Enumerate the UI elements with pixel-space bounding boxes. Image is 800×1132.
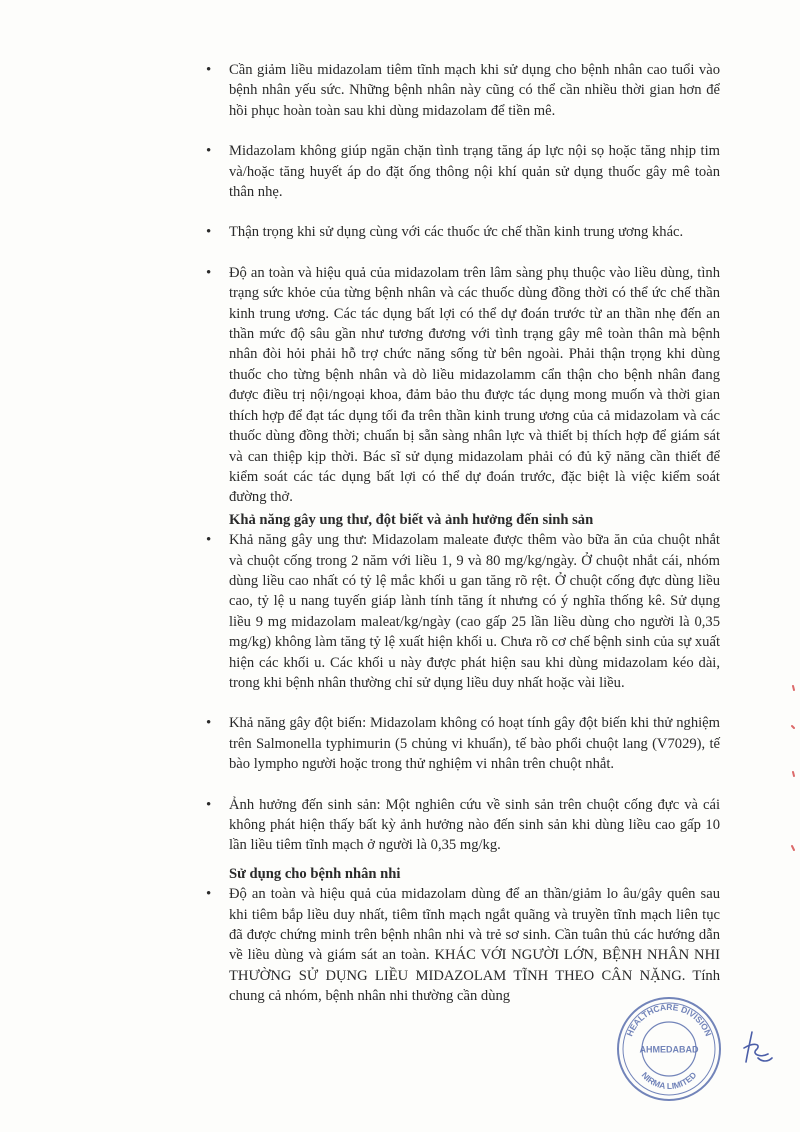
section-heading-carcinogenicity: Khả năng gây ung thư, đột biết và ảnh hưởng đến sinh sản [229, 511, 594, 528]
list-item: • Cần giảm liều midazolam tiêm tĩnh mạch khi sử dụng cho bệnh nhân cao tuổi vào bệnh nhân yếu sức. Những bệnh nhân này cũng có thể cần nhiều thời gian hơn để hồi phục hoàn toàn sau khi dùng midazolam để tiền mê. [204, 60, 720, 121]
svg-text:HEALTHCARE DIVISION [624, 1002, 713, 1038]
carcinogenicity-list [204, 530, 720, 856]
stamp-ring-bottom: NIRMA LIMITED [639, 1069, 699, 1092]
stamp-ring-top: HEALTHCARE DIVISION [624, 1001, 714, 1038]
svg-text:NIRMA LIMITED [640, 1070, 699, 1091]
list-item: • Ảnh hưởng đến sinh sản: Một nghiên cứu về sinh sản trên chuột cống đực và cái không phát hiện thấy bất kỳ ảnh hưởng nào đến sinh sản khi dùng liều cao gấp 10 lần liều tiêm tĩnh mạch ở người là 0,35 mg/kg. [204, 795, 720, 856]
signature-mark [738, 1028, 778, 1068]
stamp-center: AHMEDABAD [639, 1044, 699, 1055]
list-item: • Độ an toàn và hiệu quả của midazolam trên lâm sàng phụ thuộc vào liều dùng, tình trạng sức khỏe của từng bệnh nhân và các thuốc dùng đồng thời có thể ức chế thần kinh trung ương. Các tác dụng bất lợi có thể dự đoán trước từ an thần nhẹ đến an thần mức độ sâu gần như tương đương với tình trạng gây mê toàn thân mà bệnh nhân đòi hỏi phải hỗ trợ chức năng sống từ bên ngoài. Phải thận trọng khi dùng thuốc cho từng bệnh nhân và dò liều midazolamm cẩn thận cho bệnh nhân đang được điều trị nội/ngoại khoa, đảm bảo thu được tác dụng mong muốn và thời gian thích hợp để đạt tác dụng tối đa trên thần kinh trung ương của cả midazolam và các thuốc dùng đồng thời; chuẩn bị sẵn sàng nhân lực và thiết bị thích hợp để giám sát và can thiệp kịp thời. Bác sĩ sử dụng midazolam phải có đủ kỹ năng cần thiết để kiểm soát các tác dụng bất lợi có thể dự đoán trước, đặc biệt là việc kiểm soát đường thở. [204, 263, 720, 508]
list-item: • Khả năng gây đột biến: Midazolam không có hoạt tính gây đột biến khi thử nghiệm trên Salmonella typhimurin (5 chủng vi khuẩn), tế bào phổi chuột lang (V7029), tế bào lympho người hoặc trong thử nghiệm vi nhân trên chuột nhắt. [204, 713, 720, 774]
company-stamp [614, 994, 724, 1104]
list-item: • Midazolam không giúp ngăn chặn tình trạng tăng áp lực nội sọ hoặc tăng nhịp tim và/hoặc tăng huyết áp do đặt ống thông nội khí quản sử dụng thuốc gây mê toàn thân nhẹ. [204, 141, 720, 202]
pediatric-list [204, 884, 720, 1006]
list-item: • Khả năng gây ung thư: Midazolam maleate được thêm vào bữa ăn của chuột nhắt và chuột cống trong 2 năm với liều 1, 9 và 80 mg/kg/ngày. Ở chuột nhắt cái, nhóm dùng liều cao nhất có tỷ lệ mắc khối u gan tăng rõ rệt. Ở chuột cống đực dùng liều cao, tỷ lệ u nang tuyến giáp lành tính tăng ít nhưng có ý nghĩa thống kê. Sử dụng liều 9 mg midazolam maleat/kg/ngày (cao gấp 25 lần liều dùng cho người là 0,35 mg/kg) không làm tăng tỷ lệ xuất hiện khối u. Chưa rõ cơ chế bệnh sinh của sự xuất hiện các khối u. Các khối u này được phát hiện sau khi dùng midazolam kéo dài, trong khi bệnh nhân thường chỉ sử dụng liều duy nhất hoặc vài liều. [204, 530, 720, 693]
edge-marks [785, 680, 797, 860]
list-item: • Thận trọng khi sử dụng cùng với các thuốc ức chế thần kinh trung ương khác. [204, 222, 720, 242]
list-item: • Độ an toàn và hiệu quả của midazolam dùng để an thần/giảm lo âu/gây quên sau khi tiêm bắp liều duy nhất, tiêm tĩnh mạch ngắt quãng và truyền tĩnh mạch liên tục đã được chứng minh trên bệnh nhân nhi và trẻ sơ sinh. Cần tuân thủ các hướng dẫn về liều dùng và giám sát an toàn. KHÁC VỚI NGƯỜI LỚN, BỆNH NHÂN NHI THƯỜNG SỬ DỤNG LIỀU MIDAZOLAM TĨNH THEO CÂN NẶNG. Tính chung cả nhóm, bệnh nhân nhi thường cần dùng [204, 884, 720, 1006]
precautions-list [204, 60, 720, 508]
page-body [204, 60, 720, 1007]
section-heading-pediatric: Sử dụng cho bệnh nhân nhi [229, 865, 401, 882]
